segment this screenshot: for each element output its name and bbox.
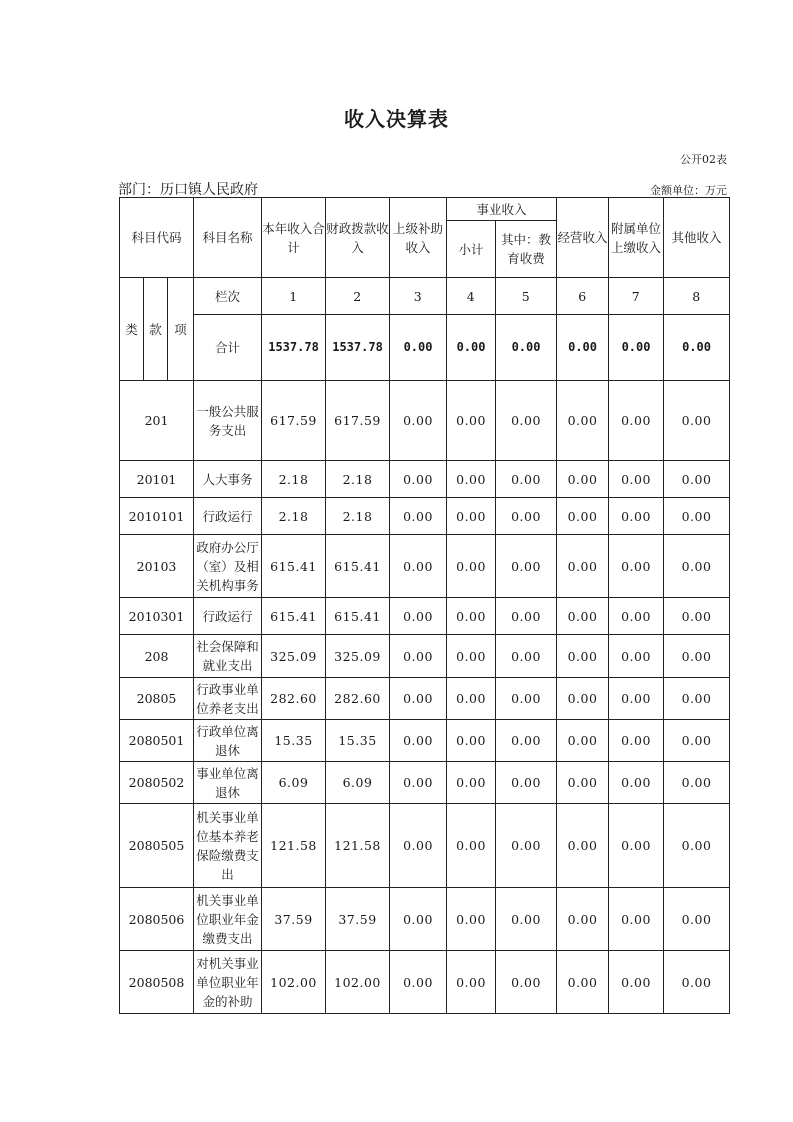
subject-name: 行政单位离退休 — [194, 720, 262, 762]
amount-cell: 0.00 — [496, 888, 557, 951]
header-kuan: 款 — [144, 278, 168, 381]
subject-code: 2010101 — [120, 498, 194, 535]
amount-cell: 0.00 — [390, 381, 447, 461]
header-subject-name: 科目名称 — [194, 198, 262, 278]
amount-cell: 0.00 — [664, 598, 730, 635]
amount-cell: 0.00 — [557, 635, 609, 678]
subject-name: 政府办公厅（室）及相关机构事务 — [194, 535, 262, 598]
amount-cell: 0.00 — [447, 720, 496, 762]
amount-cell: 0.00 — [664, 535, 730, 598]
amount-cell: 0.00 — [496, 598, 557, 635]
column-number: 8 — [664, 278, 730, 315]
amount-cell: 0.00 — [609, 635, 664, 678]
column-number-row — [120, 278, 730, 315]
subject-code: 2080508 — [120, 951, 194, 1014]
amount-cell: 121.58 — [262, 804, 326, 888]
subject-name: 行政运行 — [194, 598, 262, 635]
amount-cell: 615.41 — [326, 535, 390, 598]
amount-cell: 0.00 — [447, 804, 496, 888]
amount-unit: 金额单位：万元 — [650, 184, 727, 197]
subject-name: 机关事业单位基本养老保险缴费支出 — [194, 804, 262, 888]
amount-cell: 0.00 — [609, 804, 664, 888]
table-row — [120, 678, 730, 720]
subject-code: 20805 — [120, 678, 194, 720]
amount-cell: 0.00 — [447, 498, 496, 535]
total-row — [120, 315, 730, 381]
department-label: 部门：历口镇人民政府 — [118, 182, 258, 198]
amount-cell: 102.00 — [326, 951, 390, 1014]
amount-cell: 0.00 — [496, 678, 557, 720]
amount-cell: 0.00 — [390, 951, 447, 1014]
amount-cell: 0.00 — [664, 678, 730, 720]
amount-cell: 0.00 — [609, 951, 664, 1014]
amount-cell: 325.09 — [326, 635, 390, 678]
amount-cell: 0.00 — [609, 762, 664, 804]
subject-code: 208 — [120, 635, 194, 678]
amount-cell: 0.00 — [557, 598, 609, 635]
amount-cell: 0.00 — [557, 535, 609, 598]
header-fiscal: 财政拨款收入 — [326, 198, 390, 278]
header-xiang: 项 — [168, 278, 194, 381]
subject-name: 一般公共服务支出 — [194, 381, 262, 461]
amount-cell: 0.00 — [390, 762, 447, 804]
amount-cell: 0.00 — [496, 951, 557, 1014]
amount-cell: 0.00 — [609, 888, 664, 951]
amount-cell: 15.35 — [262, 720, 326, 762]
amount-cell: 0.00 — [609, 598, 664, 635]
subject-name: 对机关事业单位职业年金的补助 — [194, 951, 262, 1014]
column-number: 2 — [326, 278, 390, 315]
total-value: 0.00 — [609, 315, 664, 381]
amount-cell: 0.00 — [390, 461, 447, 498]
header-operating: 经营收入 — [557, 198, 609, 278]
amount-cell: 0.00 — [557, 461, 609, 498]
amount-cell: 0.00 — [664, 498, 730, 535]
amount-cell: 0.00 — [390, 888, 447, 951]
amount-cell: 0.00 — [664, 381, 730, 461]
amount-cell: 37.59 — [262, 888, 326, 951]
amount-cell: 6.09 — [326, 762, 390, 804]
subject-name: 行政事业单位养老支出 — [194, 678, 262, 720]
amount-cell: 0.00 — [609, 498, 664, 535]
total-label: 合计 — [194, 315, 262, 381]
subject-name: 行政运行 — [194, 498, 262, 535]
table-row — [120, 498, 730, 535]
subject-code: 20103 — [120, 535, 194, 598]
column-number: 5 — [496, 278, 557, 315]
amount-cell: 0.00 — [609, 678, 664, 720]
amount-cell: 0.00 — [557, 498, 609, 535]
amount-cell: 0.00 — [447, 598, 496, 635]
amount-cell: 0.00 — [609, 461, 664, 498]
amount-cell: 0.00 — [557, 720, 609, 762]
amount-cell: 0.00 — [447, 762, 496, 804]
total-value: 0.00 — [390, 315, 447, 381]
subject-name: 社会保障和就业支出 — [194, 635, 262, 678]
total-value: 0.00 — [664, 315, 730, 381]
amount-cell: 0.00 — [447, 951, 496, 1014]
header-subject-code: 科目代码 — [120, 198, 194, 278]
amount-cell: 2.18 — [326, 498, 390, 535]
column-number: 7 — [609, 278, 664, 315]
amount-cell: 0.00 — [496, 535, 557, 598]
amount-cell: 0.00 — [609, 720, 664, 762]
amount-cell: 615.41 — [326, 598, 390, 635]
total-value: 0.00 — [557, 315, 609, 381]
amount-cell: 0.00 — [447, 888, 496, 951]
amount-cell: 2.18 — [262, 461, 326, 498]
table-row — [120, 762, 730, 804]
amount-cell: 0.00 — [447, 535, 496, 598]
subject-code: 201 — [120, 381, 194, 461]
amount-cell: 0.00 — [557, 381, 609, 461]
amount-cell: 617.59 — [262, 381, 326, 461]
subject-code: 20101 — [120, 461, 194, 498]
table-row — [120, 951, 730, 1014]
subject-name: 人大事务 — [194, 461, 262, 498]
amount-cell: 37.59 — [326, 888, 390, 951]
subject-code: 2080501 — [120, 720, 194, 762]
table-row — [120, 804, 730, 888]
amount-cell: 0.00 — [609, 381, 664, 461]
table-row — [120, 598, 730, 635]
amount-cell: 0.00 — [390, 535, 447, 598]
amount-cell: 121.58 — [326, 804, 390, 888]
header-superior: 上级补助收入 — [390, 198, 447, 278]
amount-cell: 0.00 — [447, 678, 496, 720]
table-row — [120, 635, 730, 678]
column-number: 6 — [557, 278, 609, 315]
header-lanci: 栏次 — [194, 278, 262, 315]
amount-cell: 0.00 — [447, 635, 496, 678]
amount-cell: 0.00 — [390, 720, 447, 762]
amount-cell: 0.00 — [664, 951, 730, 1014]
amount-cell: 617.59 — [326, 381, 390, 461]
amount-cell: 0.00 — [664, 635, 730, 678]
total-value: 1537.78 — [326, 315, 390, 381]
amount-cell: 0.00 — [664, 888, 730, 951]
header-row-1 — [120, 198, 730, 221]
subject-code: 2080505 — [120, 804, 194, 888]
total-value: 0.00 — [496, 315, 557, 381]
amount-cell: 0.00 — [496, 762, 557, 804]
amount-cell: 0.00 — [390, 598, 447, 635]
table-row — [120, 720, 730, 762]
amount-cell: 615.41 — [262, 535, 326, 598]
amount-cell: 282.60 — [262, 678, 326, 720]
total-value: 1537.78 — [262, 315, 326, 381]
amount-cell: 6.09 — [262, 762, 326, 804]
header-subtotal: 小计 — [447, 221, 496, 278]
income-table — [119, 197, 730, 1014]
header-affiliated: 附属单位上缴收入 — [609, 198, 664, 278]
amount-cell: 0.00 — [557, 951, 609, 1014]
amount-cell: 615.41 — [262, 598, 326, 635]
column-number: 1 — [262, 278, 326, 315]
page-title: 收入决算表 — [344, 107, 449, 131]
amount-cell: 0.00 — [557, 804, 609, 888]
amount-cell: 102.00 — [262, 951, 326, 1014]
amount-cell: 0.00 — [609, 535, 664, 598]
subject-code: 2010301 — [120, 598, 194, 635]
column-number: 3 — [390, 278, 447, 315]
amount-cell: 325.09 — [262, 635, 326, 678]
amount-cell: 0.00 — [664, 461, 730, 498]
subject-code: 2080506 — [120, 888, 194, 951]
amount-cell: 15.35 — [326, 720, 390, 762]
subject-name: 机关事业单位职业年金缴费支出 — [194, 888, 262, 951]
column-number: 4 — [447, 278, 496, 315]
amount-cell: 0.00 — [664, 762, 730, 804]
header-business: 事业收入 — [447, 198, 557, 221]
amount-cell: 0.00 — [557, 762, 609, 804]
header-total-income: 本年收入合计 — [262, 198, 326, 278]
amount-cell: 282.60 — [326, 678, 390, 720]
amount-cell: 0.00 — [664, 804, 730, 888]
amount-cell: 2.18 — [262, 498, 326, 535]
header-lei: 类 — [120, 278, 144, 381]
amount-cell: 0.00 — [390, 635, 447, 678]
table-row — [120, 535, 730, 598]
amount-cell: 0.00 — [447, 461, 496, 498]
amount-cell: 2.18 — [326, 461, 390, 498]
subject-name: 事业单位离退休 — [194, 762, 262, 804]
amount-cell: 0.00 — [496, 498, 557, 535]
header-education: 其中：教育收费 — [496, 221, 557, 278]
amount-cell: 0.00 — [557, 888, 609, 951]
amount-cell: 0.00 — [496, 635, 557, 678]
amount-cell: 0.00 — [496, 804, 557, 888]
subject-code: 2080502 — [120, 762, 194, 804]
amount-cell: 0.00 — [390, 678, 447, 720]
amount-cell: 0.00 — [664, 720, 730, 762]
amount-cell: 0.00 — [447, 381, 496, 461]
table-row — [120, 381, 730, 461]
amount-cell: 0.00 — [390, 804, 447, 888]
table-row — [120, 461, 730, 498]
header-other: 其他收入 — [664, 198, 730, 278]
amount-cell: 0.00 — [496, 381, 557, 461]
amount-cell: 0.00 — [496, 720, 557, 762]
amount-cell: 0.00 — [390, 498, 447, 535]
total-value: 0.00 — [447, 315, 496, 381]
amount-cell: 0.00 — [557, 678, 609, 720]
table-row — [120, 888, 730, 951]
amount-cell: 0.00 — [496, 461, 557, 498]
form-number: 公开02表 — [680, 153, 727, 166]
